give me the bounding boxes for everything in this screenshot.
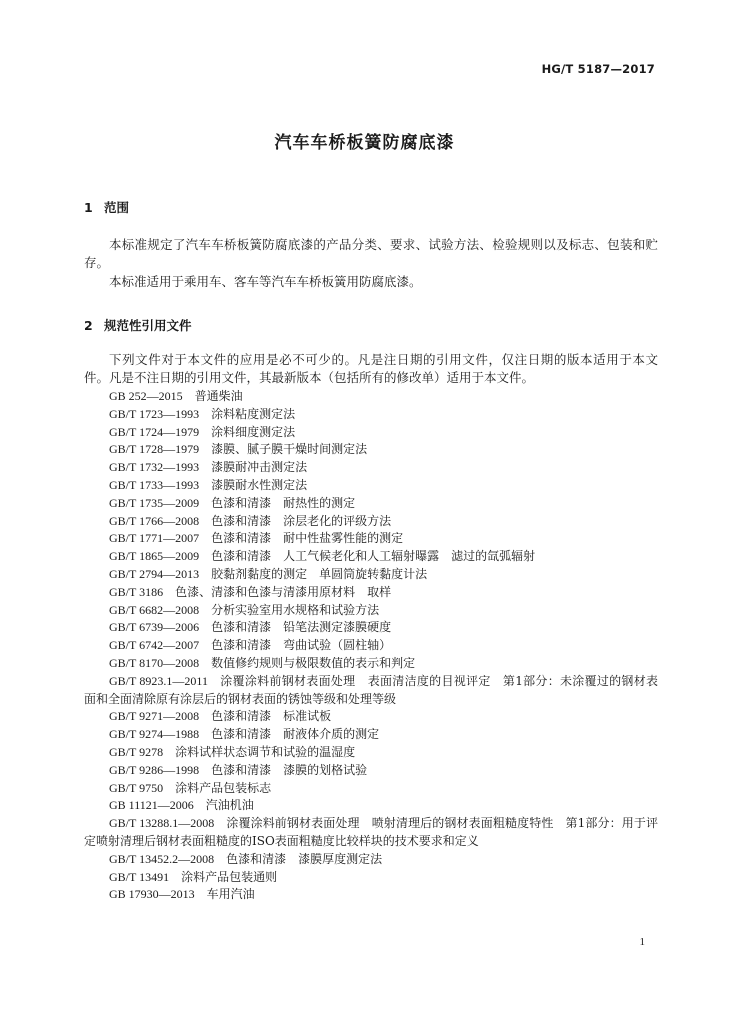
reference-item <box>84 780 658 798</box>
reference-code: GB/T 1735—2009 <box>109 495 200 510</box>
reference-item <box>84 495 658 513</box>
reference-code: GB/T 1771—2007 <box>109 531 200 546</box>
reference-code: GB/T 9271—2008 <box>109 709 200 724</box>
references-intro: 下列文件对于本文件的应用是必不可少的。凡是注日期的引用文件，仅注日期的版本适用于本文件。凡是不注日期的引用文件，其最新版本（包括所有的修改单）适用于本文件。 <box>84 352 658 385</box>
reference-code: GB 17930—2013 <box>109 887 195 902</box>
reference-item <box>84 424 658 442</box>
reference-item <box>84 602 658 620</box>
reference-title: 漆膜耐水性测定法 <box>211 477 308 492</box>
reference-item <box>84 619 658 637</box>
section-number: 2 <box>84 318 93 333</box>
document-title: 汽车车桥板簧防腐底漆 <box>274 133 455 153</box>
reference-item <box>84 762 658 780</box>
reference-code: GB/T 9278 <box>109 744 164 759</box>
reference-title: 漆膜耐冲击测定法 <box>211 460 308 475</box>
reference-code: GB 252—2015 <box>109 389 183 403</box>
reference-item <box>84 530 658 548</box>
scope-paragraph-1: 本标准规定了汽车车桥板簧防腐底漆的产品分类、要求、试验方法、检验规则以及标志、包装和贮存。 <box>84 237 658 270</box>
reference-title: 数值修约规则与极限数值的表示和判定 <box>211 655 416 670</box>
reference-code: GB/T 8923.1—2011 <box>109 673 208 688</box>
normative-references-list <box>84 388 658 904</box>
reference-title: 胶黏剂黏度的测定 单圆筒旋转黏度计法 <box>211 566 428 581</box>
reference-item <box>84 637 658 655</box>
section-number: 1 <box>84 200 93 215</box>
reference-code: GB/T 1723—1993 <box>109 406 200 421</box>
reference-title: 汽油机油 <box>205 798 254 813</box>
reference-title: 涂覆涂料前钢材表面处理 喷射清理后的钢材表面粗糙度特性 第1部分：用于评定喷射清理后钢材表面粗糙度的ISO表面粗糙度比较样块的技术要求和定义 <box>84 816 658 848</box>
section-2-heading <box>84 316 192 334</box>
reference-item <box>84 584 658 602</box>
reference-code: GB/T 2794—2013 <box>109 566 200 581</box>
reference-code: GB/T 1766—2008 <box>109 513 200 528</box>
reference-title: 色漆和清漆 涂层老化的评级方法 <box>211 513 392 528</box>
reference-item <box>84 851 658 869</box>
reference-code: GB/T 1865—2009 <box>109 549 200 564</box>
reference-code: GB/T 8170—2008 <box>109 655 200 670</box>
reference-title: 涂料细度测定法 <box>211 424 296 439</box>
reference-title: 涂料产品包装标志 <box>175 780 272 795</box>
reference-item <box>84 708 658 726</box>
scope-paragraph-2: 本标准适用于乘用车、客车等汽车车桥板簧用防腐底漆。 <box>109 274 422 289</box>
reference-item <box>84 548 658 566</box>
reference-code: GB/T 1724—1979 <box>109 424 200 439</box>
reference-item <box>84 477 658 495</box>
reference-item <box>84 513 658 531</box>
reference-title: 色漆和清漆 耐中性盐雾性能的测定 <box>211 531 404 546</box>
section-title: 规范性引用文件 <box>104 318 192 333</box>
reference-title: 涂料粘度测定法 <box>211 406 296 421</box>
reference-item <box>84 797 658 815</box>
reference-title: 色漆和清漆 人工气候老化和人工辐射曝露 滤过的氙弧辐射 <box>211 549 536 564</box>
reference-item <box>84 459 658 477</box>
reference-title: 车用汽油 <box>206 887 255 902</box>
reference-code: GB/T 9750 <box>109 780 164 795</box>
reference-item <box>84 388 658 406</box>
reference-code: GB/T 1728—1979 <box>109 442 200 457</box>
reference-title: 分析实验室用水规格和试验方法 <box>211 602 380 617</box>
reference-item <box>84 673 658 709</box>
reference-item <box>84 441 658 459</box>
standard-code: HG/T 5187—2017 <box>541 62 655 76</box>
reference-code: GB/T 6682—2008 <box>109 602 200 617</box>
reference-code: GB/T 1732—1993 <box>109 460 200 475</box>
reference-title: 色漆和清漆 弯曲试验（圆柱轴） <box>211 638 392 653</box>
reference-item <box>84 815 658 851</box>
reference-title: 涂料试样状态调节和试验的温湿度 <box>175 744 356 759</box>
reference-title: 漆膜、腻子膜干燥时间测定法 <box>211 442 368 457</box>
reference-code: GB/T 13491 <box>109 869 170 884</box>
reference-code: GB/T 6739—2006 <box>109 620 200 635</box>
reference-title: 色漆和清漆 漆膜的划格试验 <box>211 762 368 777</box>
reference-item <box>84 406 658 424</box>
page-number: 1 <box>639 936 645 948</box>
reference-title: 涂料产品包装通则 <box>181 869 278 884</box>
reference-item <box>84 869 658 887</box>
reference-code: GB/T 13288.1—2008 <box>109 816 215 831</box>
reference-title: 色漆和清漆 标准试板 <box>211 709 332 724</box>
reference-title: 普通柴油 <box>194 389 243 403</box>
reference-title: 涂覆涂料前钢材表面处理 表面清洁度的目视评定 第1部分：未涂覆过的钢材表面和全面清除原有涂层后的钢材表面的锈蚀等级和处理等级 <box>84 673 659 706</box>
reference-item <box>84 655 658 673</box>
reference-title: 色漆和清漆 漆膜厚度测定法 <box>226 851 383 866</box>
reference-title: 色漆、清漆和色漆与清漆用原材料 取样 <box>175 584 392 599</box>
reference-item <box>84 566 658 584</box>
reference-item <box>84 726 658 744</box>
reference-code: GB/T 3186 <box>109 584 164 599</box>
reference-code: GB 11121—2006 <box>109 798 194 813</box>
section-title: 范围 <box>104 200 130 215</box>
reference-title: 色漆和清漆 铅笔法测定漆膜硬度 <box>211 620 392 635</box>
reference-code: GB/T 9286—1998 <box>109 762 200 777</box>
section-1-heading <box>84 198 129 216</box>
reference-title: 色漆和清漆 耐热性的测定 <box>211 495 356 510</box>
reference-item <box>84 886 658 904</box>
reference-code: GB/T 6742—2007 <box>109 638 200 653</box>
reference-code: GB/T 9274—1988 <box>109 727 200 742</box>
reference-code: GB/T 13452.2—2008 <box>109 851 215 866</box>
reference-item <box>84 744 658 762</box>
reference-code: GB/T 1733—1993 <box>109 477 200 492</box>
reference-title: 色漆和清漆 耐液体介质的测定 <box>211 727 380 742</box>
